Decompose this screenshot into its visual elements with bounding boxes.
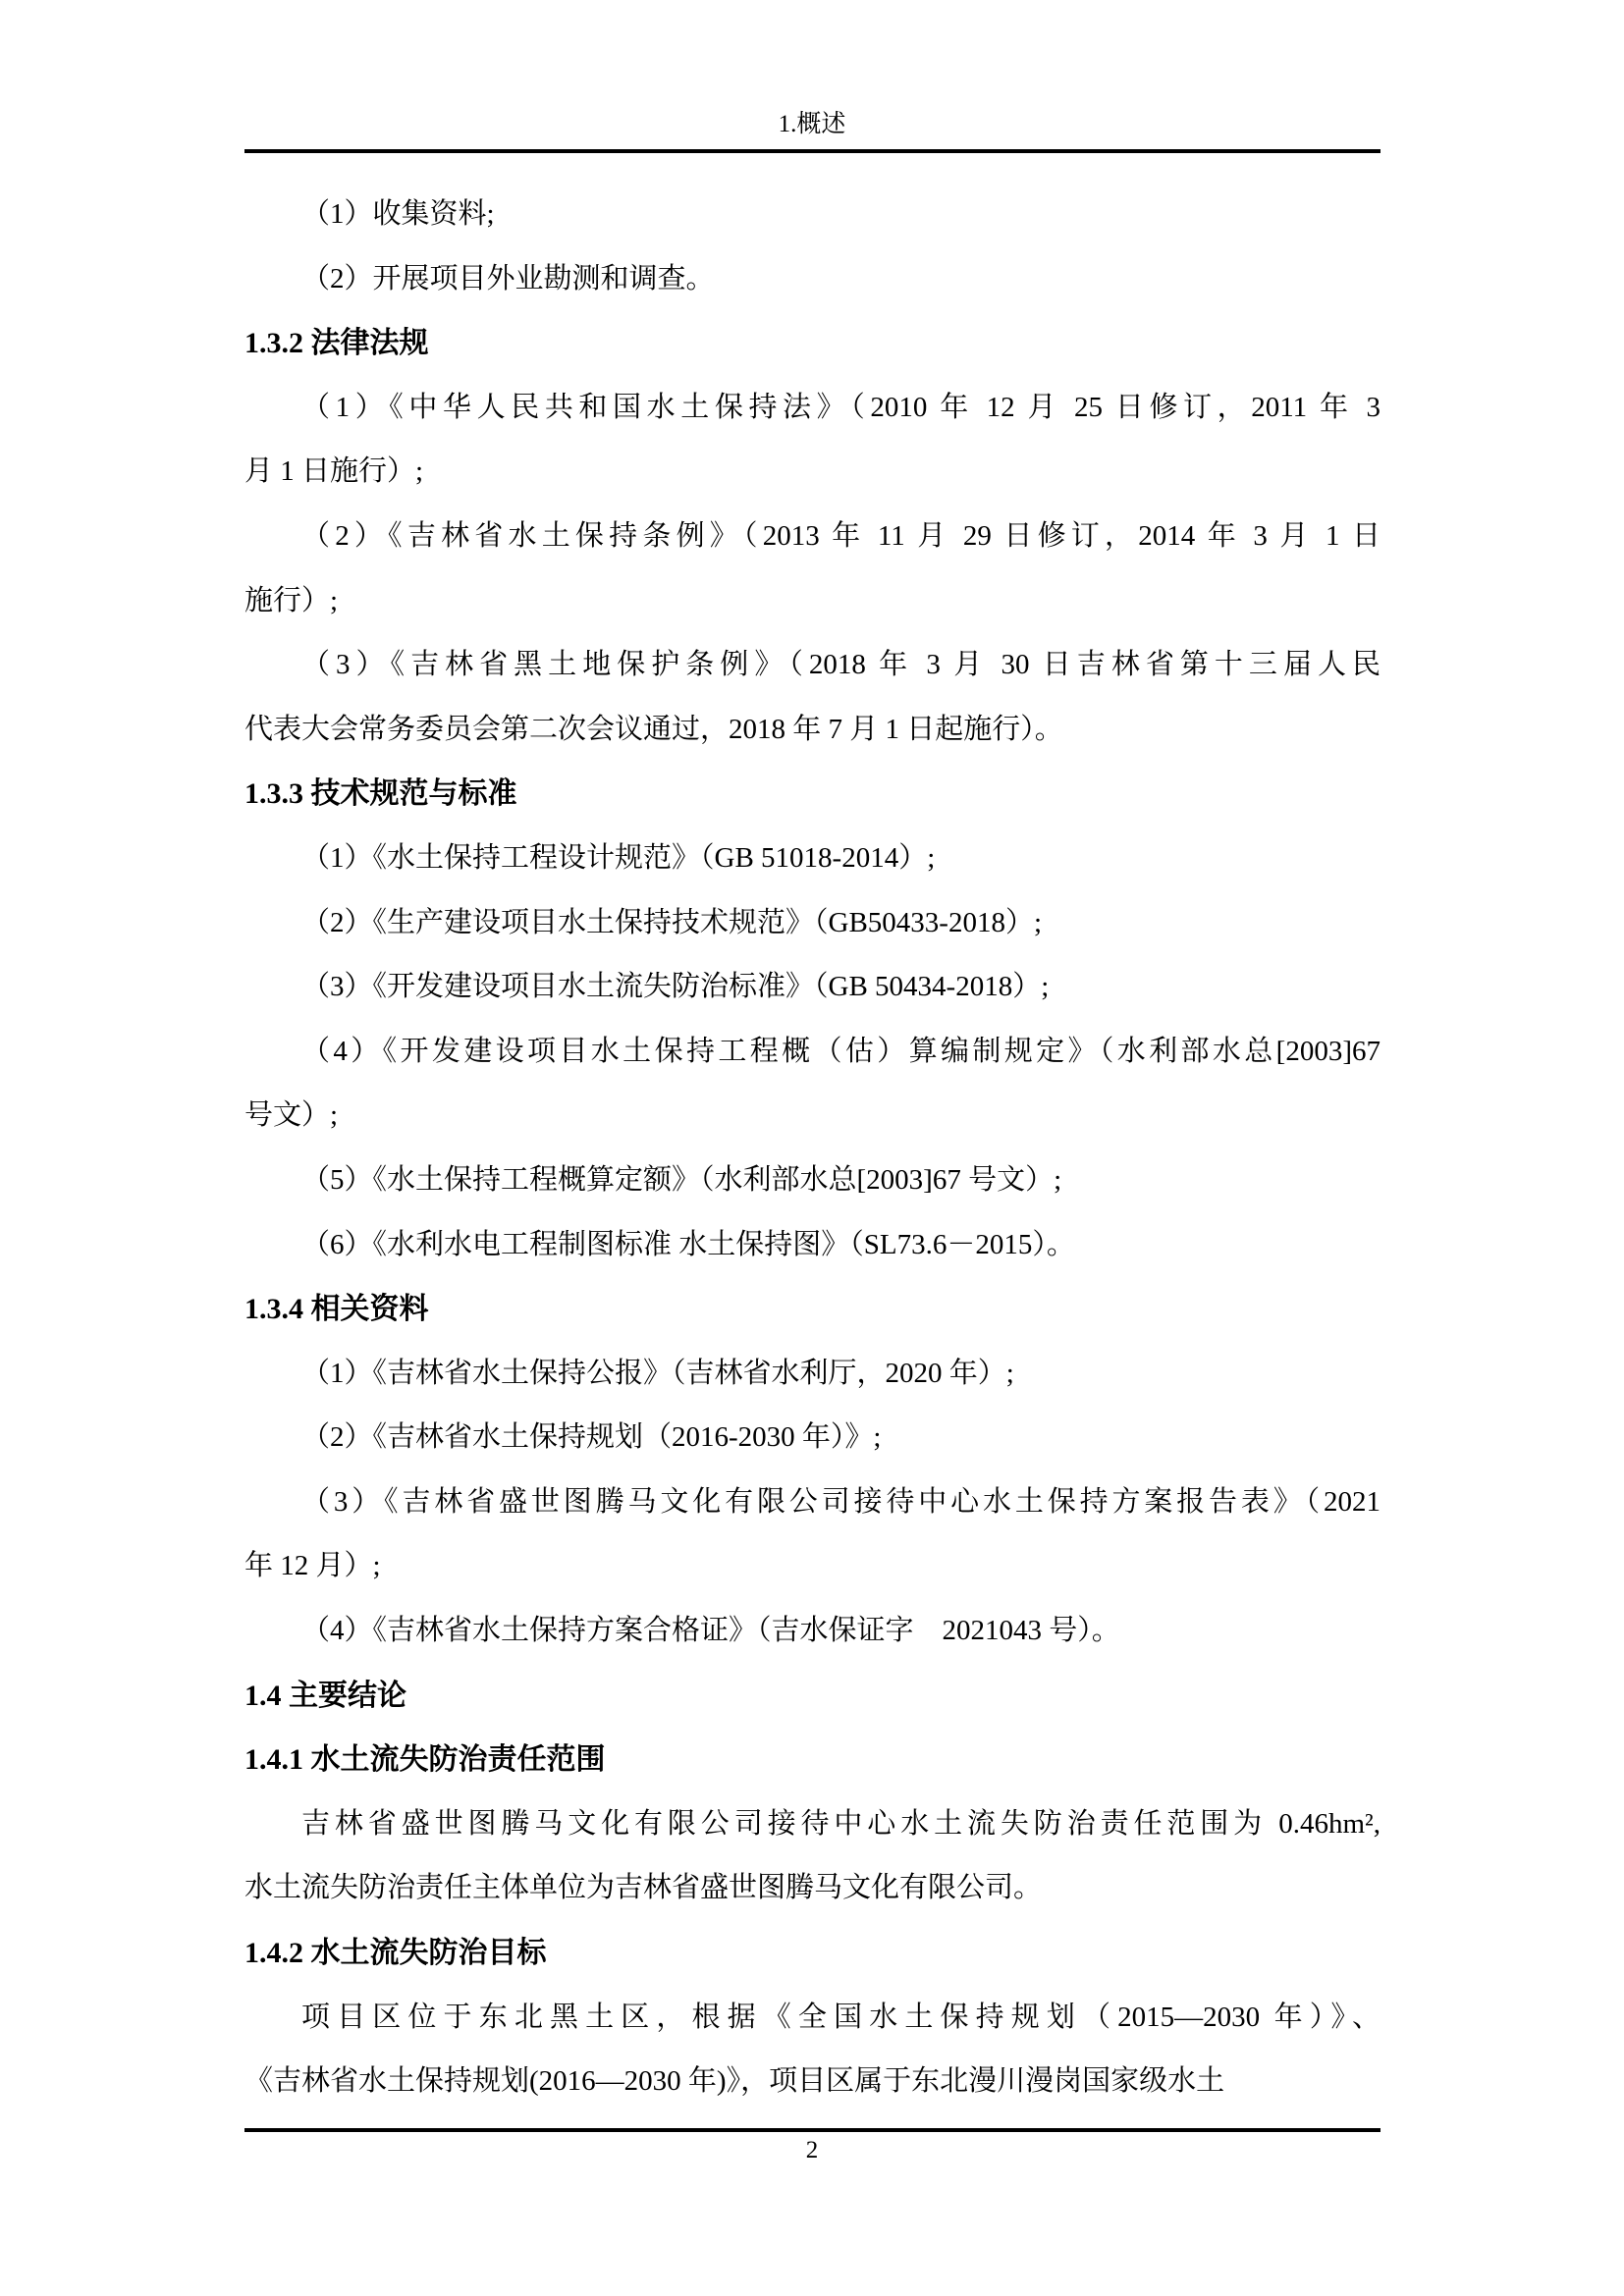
section-heading [244,762,1380,827]
paragraph [244,376,1380,505]
page-number: 2 [805,2137,819,2163]
paragraph [244,247,1380,312]
text-line: 号文）; [244,1099,339,1132]
text-line: 项目区位于东北黑土区，根据《全国水土保持规划（2015—2030 年）》、 [301,2001,1380,2033]
text-line: （2）《吉林省水土保持条例》（2013 年 11 月 29 日修订，2014 年 3 月 1 日 [301,519,1380,552]
text-line: 代表大会常务委员会第二次会议通过，2018 年 7 月 1 日起施行）。 [244,713,1063,745]
text-line: （1）《吉林省水土保持公报》（吉林省水利厅，2020 年）; [301,1357,1014,1389]
paragraph [244,1148,1380,1213]
text-line: （1）《中华人民共和国水土保持法》（2010 年 12 月 25 日修订，2011 年 3 [301,391,1380,423]
text-line: （3）《开发建设项目水土流失防治标准》（GB 50434-2018）; [301,971,1050,1003]
paragraph [244,505,1380,633]
paragraph [244,183,1380,247]
text-line: 年 12 月）; [244,1550,381,1582]
paragraph [244,827,1380,891]
text-line: （2）《吉林省水土保持规划（2016-2030 年）》; [301,1421,882,1454]
paragraph [244,1020,1380,1148]
paragraph [244,1213,1380,1278]
paragraph [244,891,1380,956]
text-line: （2）开展项目外业勘测和调查。 [301,262,715,294]
section-heading [244,1921,1380,1986]
text-line: 1.4 主要结论 [244,1679,406,1712]
text-line: （3）《吉林省盛世图腾马文化有限公司接待中心水土保持方案报告表》（2021 [301,1485,1380,1518]
text-line: （2）《生产建设项目水土保持技术规范》（GB50433-2018）; [301,906,1043,938]
text-line: 月 1 日施行）; [244,455,424,488]
paragraph [244,1342,1380,1407]
page-header-title: 1.概述 [778,111,846,137]
text-line: 1.3.2 法律法规 [244,327,429,360]
header-rule [244,149,1380,153]
paragraph [244,1986,1380,2114]
document-content [244,183,1380,2114]
text-line: 1.4.2 水土流失防治目标 [244,1937,547,1970]
paragraph [244,1792,1380,1921]
section-heading [244,1277,1380,1342]
paragraph [244,633,1380,762]
text-line: （6）《水利水电工程制图标准 水土保持图》（SL73.6－2015）。 [301,1228,1075,1260]
text-line: （1）《水土保持工程设计规范》（GB 51018-2014）; [301,841,936,874]
text-line: （4）《吉林省水土保持方案合格证》（吉水保证字 2021043 号）。 [301,1615,1120,1647]
paragraph [244,955,1380,1020]
text-line: （3）《吉林省黑土地保护条例》（2018 年 3 月 30 日吉林省第十三届人民 [301,649,1380,681]
section-heading [244,1664,1380,1729]
text-line: 1.3.4 相关资料 [244,1293,429,1326]
text-line: （5）《水土保持工程概算定额》（水利部水总[2003]67 号文）; [301,1163,1062,1196]
text-line: 1.4.1 水土流失防治责任范围 [244,1743,606,1777]
text-line: 水土流失防治责任主体单位为吉林省盛世图腾马文化有限公司。 [244,1872,1043,1904]
paragraph [244,1406,1380,1470]
footer-rule [244,2128,1380,2132]
paragraph [244,1470,1380,1599]
text-line: 吉林省盛世图腾马文化有限公司接待中心水土流失防治责任范围为 0.46hm², [301,1807,1380,1840]
text-line: 施行）; [244,584,339,616]
text-line: 《吉林省水土保持规划(2016—2030 年)》，项目区属于东北漫川漫岗国家级水土 [244,2065,1225,2098]
paragraph [244,1599,1380,1664]
section-heading [244,311,1380,376]
text-line: （1）收集资料; [301,198,495,230]
text-line: 1.3.3 技术规范与标准 [244,777,517,811]
section-heading [244,1728,1380,1792]
text-line: （4）《开发建设项目水土保持工程概（估）算编制规定》（水利部水总[2003]67 [301,1035,1380,1067]
